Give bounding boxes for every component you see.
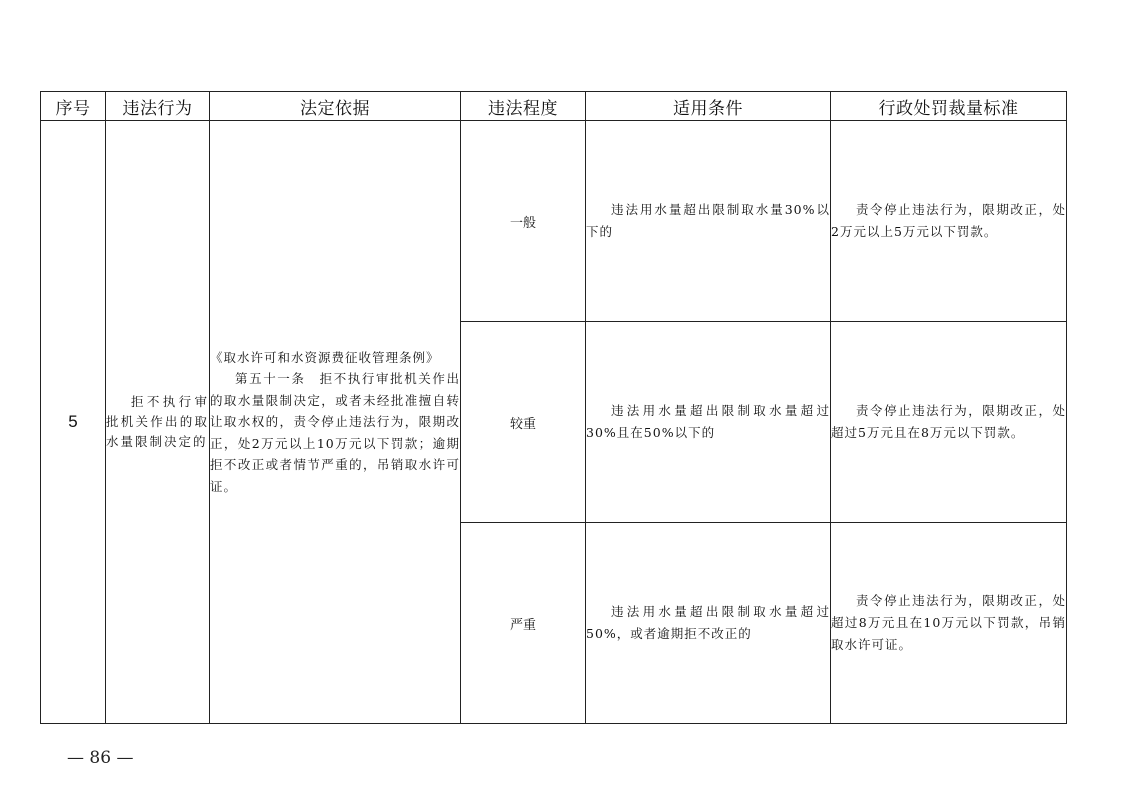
severity-serious: 较重 xyxy=(461,322,586,523)
table-row xyxy=(41,121,1067,322)
penalty-table xyxy=(40,91,1067,724)
header-legal-basis: 法定依据 xyxy=(210,92,461,121)
table-header-row xyxy=(41,92,1067,121)
violation-behavior xyxy=(106,121,210,724)
page-number: — 86 — xyxy=(67,748,134,768)
row-index: 5 xyxy=(41,121,106,724)
legal-basis-title: 《取水许可和水资源费征收管理条例》 xyxy=(210,349,440,365)
severity-general: 一般 xyxy=(461,121,586,322)
standard-serious: 责令停止违法行为，限期改正，处超过5万元且在8万元以下罚款。 xyxy=(831,322,1067,523)
standard-general: 责令停止违法行为，限期改正，处2万元以上5万元以下罚款。 xyxy=(831,121,1067,322)
header-violation: 违法行为 xyxy=(106,92,210,121)
header-penalty-standard: 行政处罚裁量标准 xyxy=(831,92,1067,121)
header-index: 序号 xyxy=(41,92,106,121)
standard-severe: 责令停止违法行为，限期改正，处超过8万元且在10万元以下罚款，吊销取水许可证。 xyxy=(831,523,1067,724)
condition-general: 违法用水量超出限制取水量30%以下的 xyxy=(586,121,831,322)
header-conditions: 适用条件 xyxy=(586,92,831,121)
legal-basis-body: 第五十一条 拒不执行审批机关作出的取水量限制决定，或者未经批准擅自转让取水权的，责令停止违法行为，限期改正，处2万元以上10万元以下罚款；逾期拒不改正或者情节严重的，吊销取水许可证。 xyxy=(210,371,460,494)
condition-severe: 违法用水量超出限制取水量超过50%，或者逾期拒不改正的 xyxy=(586,523,831,724)
legal-basis xyxy=(210,121,461,724)
violation-behavior-text: 拒不执行审批机关作出的取水量限制决定的 xyxy=(106,394,209,449)
header-severity: 违法程度 xyxy=(461,92,586,121)
severity-severe: 严重 xyxy=(461,523,586,724)
condition-serious: 违法用水量超出限制取水量超过30%且在50%以下的 xyxy=(586,322,831,523)
